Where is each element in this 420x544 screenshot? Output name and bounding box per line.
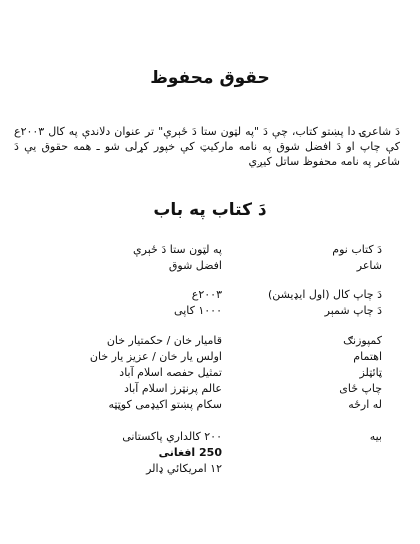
info-row-printer (0, 382, 420, 398)
info-label: شاعر (356, 259, 382, 272)
info-label: دَ چاپ کال (اول ایډیشن) (267, 288, 382, 301)
info-value: قامیار خان / حکمتیار خان (106, 334, 222, 347)
copyright-paragraph: دَ شاعرۍ دا پښتو کتاب، چې دَ "په لټون ستا دَ ځېرې" تر عنوان دلاندې په کال ۲۰۰۳ع کې چاپ او دَ افضل شوق په نامه مارکیټ کې خپور کړلی شو ـ همه حقوق یې دَ شاعر په نامه محفوظ ساتل کیږي (14, 125, 400, 168)
info-value: ۲۰۰ کالداري پاکستانی (122, 430, 222, 443)
info-value: ۱۰۰۰ کاپی (174, 304, 222, 317)
info-value: په لټون ستا دَ ځېرې (133, 243, 222, 256)
info-value: تمثیل حفصه اسلام آباد (119, 366, 222, 379)
info-value: عالم پرنټرز اسلام آباد (124, 382, 222, 395)
info-label: له ارځه (348, 398, 382, 411)
info-label: بيه (369, 430, 382, 443)
info-row-management (0, 350, 420, 366)
info-row-price (0, 430, 420, 446)
info-value: اولس یار خان / عزیز یار خان (89, 350, 222, 363)
info-row-publisher (0, 398, 420, 414)
info-row-price-dollar (0, 462, 420, 478)
info-label: ټائټلز (359, 366, 382, 379)
info-row-poet (0, 259, 420, 275)
copyright-heading: حقوق محفوظ (150, 68, 270, 88)
info-label: چاپ ځای (339, 382, 382, 395)
info-value: سکام پښتو اکیډمی کوټټه (108, 398, 222, 411)
info-label: دَ کتاب نوم (332, 243, 382, 256)
info-label: اهتمام (353, 350, 382, 363)
info-value: ۲۰۰۳ع (191, 288, 222, 301)
info-row-titles (0, 366, 420, 382)
info-row-book-name (0, 243, 420, 259)
info-row-composing (0, 334, 420, 350)
info-value: 250 افغانی (158, 446, 222, 459)
info-row-price-afghani (0, 446, 420, 462)
info-row-print-count (0, 304, 420, 320)
info-label: دَ چاپ شمېر (324, 304, 382, 317)
about-book-heading: دَ کتاب په باب (153, 200, 267, 220)
info-row-print-year (0, 288, 420, 304)
info-label: کمپوزنګ (343, 334, 382, 347)
info-value: افضل شوق (168, 259, 222, 272)
info-value: ۱۲ امریکائي ډالر (146, 462, 222, 475)
